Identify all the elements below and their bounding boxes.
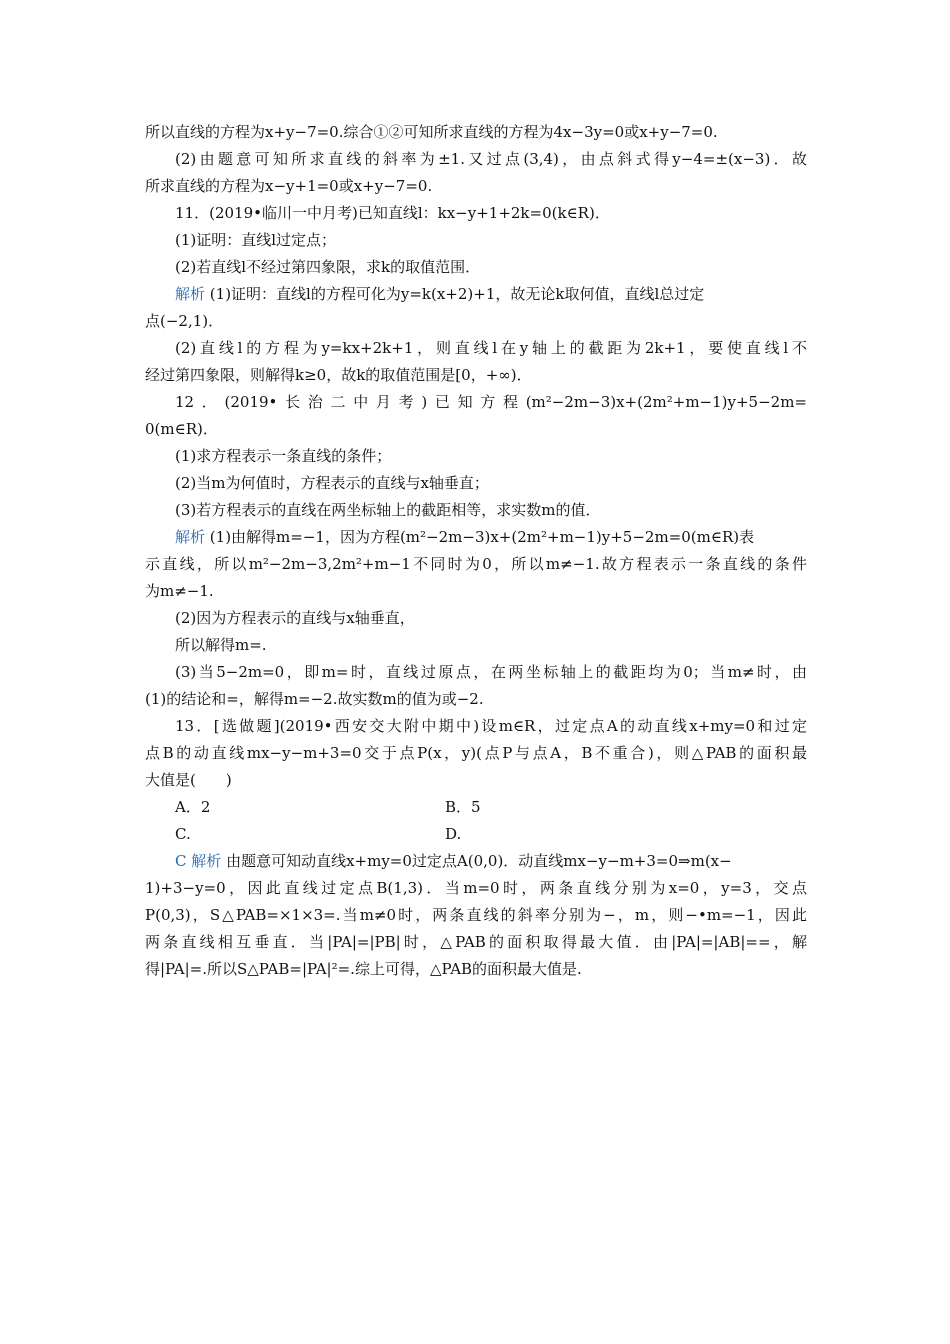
choice-c: C.: [175, 825, 191, 843]
question-13-stem: 13．[选做题](2019•西安交大附中期中)设m∈R，过定点A的动直线x+my=0和过定: [175, 717, 807, 735]
text-line: (2)由题意可知所求直线的斜率为±1.又过点(3,4)，由点斜式得y−4=±(x−3)．故: [175, 150, 807, 168]
question-11-stem: 11．(2019•临川一中月考)已知直线l：kx−y+1+2k=0(k∈R)．: [175, 204, 610, 222]
choices-row-2: [145, 821, 807, 848]
text-line: 1)+3−y=0，因此直线过定点B(1,3)．当m=0时，两条直线分别为x=0，y=3，交点: [145, 879, 807, 897]
text-line: 大值是( ): [145, 771, 232, 789]
text-line: 经过第四象限，则解得k≥0，故k的取值范围是[0，+∞)．: [145, 366, 532, 384]
analysis-label: 解析: [191, 852, 222, 870]
text-line: (3)当5−2m=0，即m=时，直线过原点，在两坐标轴上的截距均为0；当m≠时，由: [175, 663, 807, 681]
text-line: 示直线，所以m²−2m−3,2m²+m−1不同时为0，所以m≠−1.故方程表示一条直线的条件: [145, 555, 807, 573]
analysis-label: 解析: [175, 528, 206, 546]
choices-row-1: [145, 794, 807, 821]
text-line: 点B的动直线mx−y−m+3=0交于点P(x，y)(点P与点A，B不重合)，则△PAB的面积最: [145, 744, 807, 762]
document-body: [145, 119, 807, 983]
text-line: 0(m∈R)．: [145, 420, 218, 438]
text-line: 所以解得m=.: [175, 636, 267, 654]
text-line: P(0,3)，S△PAB=×1×3=.当m≠0时，两条直线的斜率分别为−，m，则−•m=−1，因此: [145, 906, 807, 924]
text-line: 两条直线相互垂直．当|PA|=|PB|时，△PAB的面积取得最大值．由|PA|=|AB|==，解: [145, 933, 807, 951]
text-line: (1)的结论和=，解得m=−2.故实数m的值为或−2.: [145, 690, 484, 708]
choice-b: B．5: [445, 798, 481, 816]
analysis-line: [145, 524, 807, 551]
text-line: (2)当m为何值时，方程表示的直线与x轴垂直；: [175, 474, 489, 492]
text-line: 得|PA|=.所以S△PAB=|PA|²=.综上可得，△PAB的面积最大值是.: [145, 960, 582, 978]
answer-label: C: [175, 852, 187, 870]
analysis-line: [145, 281, 807, 308]
text-line: 点(−2,1)．: [145, 312, 224, 330]
text-line: (1)证明：直线l过定点；: [175, 231, 337, 249]
text-line: 所以直线的方程为x+y−7=0.综合①②可知所求直线的方程为4x−3y=0或x+y−7=0.: [145, 123, 718, 141]
choice-a: A．2: [175, 798, 211, 816]
analysis-line: [145, 848, 807, 875]
analysis-text: (1)由解得m=−1，因为方程(m²−2m−3)x+(2m²+m−1)y+5−2m=0(m∈R)表: [209, 528, 755, 546]
analysis-label: 解析: [175, 285, 206, 303]
text-line: (2)因为方程表示的直线与x轴垂直，: [175, 609, 415, 627]
text-line: (2)直线l的方程为y=kx+2k+1，则直线l在y轴上的截距为2k+1，要使直线l不: [175, 339, 807, 357]
text-line: (1)求方程表示一条直线的条件；: [175, 447, 392, 465]
question-12-stem: 12．(2019•长治二中月考)已知方程(m²−2m−3)x+(2m²+m−1)y+5−2m=: [175, 393, 807, 411]
text-line: 所求直线的方程为x−y+1=0或x+y−7=0.: [145, 177, 433, 195]
text-line: (2)若直线l不经过第四象限，求k的取值范围．: [175, 258, 481, 276]
analysis-text: 由题意可知动直线x+my=0过定点A(0,0)．动直线mx−y−m+3=0⇒m(x−: [226, 852, 732, 870]
analysis-text: (1)证明：直线l的方程可化为y=k(x+2)+1，故无论k取何值，直线l总过定: [209, 285, 705, 303]
text-line: 为m≠−1.: [145, 582, 214, 600]
choice-d: D.: [445, 825, 462, 843]
text-line: (3)若方程表示的直线在两坐标轴上的截距相等，求实数m的值．: [175, 501, 601, 519]
